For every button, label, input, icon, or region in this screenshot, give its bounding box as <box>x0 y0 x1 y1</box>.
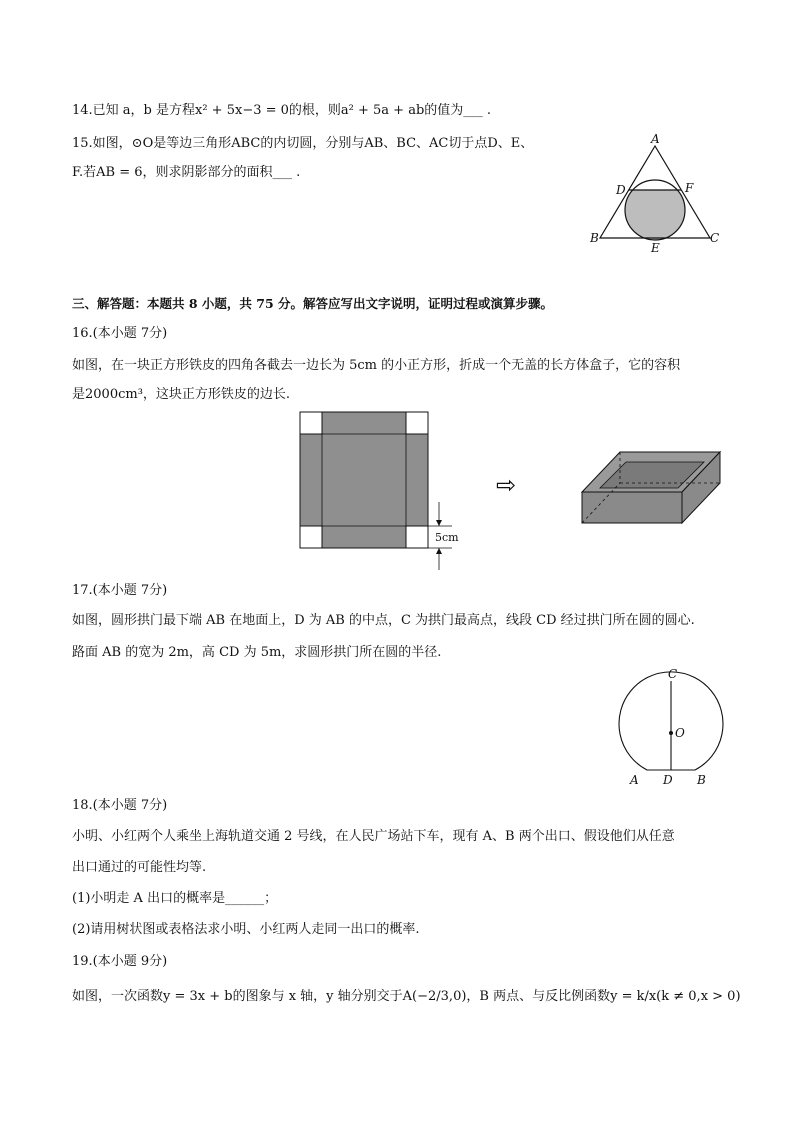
q15-label-a: A <box>651 132 660 146</box>
q16-box-front <box>582 492 682 523</box>
q18-line1: 小明、小红两个人乘坐上海轨道交通 2 号线，在人民广场站下车，现有 A、B 两个出口、假设他们从任意 <box>72 829 675 844</box>
q15-label-f: F <box>685 181 694 195</box>
q17-heading: 17.(本小题 7分) <box>72 583 168 598</box>
q17-label-b: B <box>697 773 706 787</box>
q17-label-o: O <box>675 726 685 740</box>
q16-corner-square <box>300 412 322 434</box>
q19-heading: 19.(本小题 9分) <box>72 954 168 969</box>
q15-label-d: D <box>616 183 626 197</box>
q19-line1: 如图，一次函数y = 3x + b的图象与 x 轴，y 轴分别交于A(−2/3,0)，B 两点、与反比例函数y = k/x(k ≠ 0,x > 0) <box>72 989 741 1004</box>
q18-part2: (2)请用树状图或表格法求小明、小红两人走同一出口的概率. <box>72 922 420 937</box>
q18-heading: 18.(本小题 7分) <box>72 798 168 813</box>
q15-label-c: C <box>710 231 720 245</box>
section3-title: 三、解答题：本题共 8 小题，共 75 分。解答应写出文字说明，证明过程或演算步骤。 <box>72 296 554 311</box>
q17-label-a: A <box>630 773 639 787</box>
q15-line1: 15.如图，⊙O是等边三角形ABC的内切圆，分别与AB、BC、AC切于点D、E、 <box>72 136 534 151</box>
q16-corner-square <box>300 526 322 548</box>
q16-line1: 如图，在一块正方形铁皮的四角各截去一边长为 5cm 的小正方形，折成一个无盖的长方体盒子，它的容积 <box>72 358 681 373</box>
q15-label-e: E <box>651 241 660 255</box>
q15-label-b: B <box>590 231 599 245</box>
q15-line2: F.若AB = 6，则求阴影部分的面积___ . <box>72 165 301 180</box>
q15-triangle-figure <box>586 128 726 256</box>
q16-corner-square <box>406 526 428 548</box>
q17-line2: 路面 AB 的宽为 2m，高 CD 为 5m，求圆形拱门所在圆的半径. <box>72 645 442 660</box>
q17-arch-figure <box>612 664 730 790</box>
q16-box-figure <box>578 450 724 526</box>
q18-line2: 出口通过的可能性均等. <box>72 860 207 875</box>
q17-center-point <box>669 731 673 735</box>
q16-heading: 16.(本小题 7分) <box>72 326 168 341</box>
q17-line1: 如图，圆形拱门最下端 AB 在地面上，D 为 AB 的中点，C 为拱门最高点，线段 CD 经过拱门所在圆的圆心. <box>72 613 695 628</box>
q14-text: 14.已知 a，b 是方程x² + 5x−3 = 0的根，则a² + 5a + ab的值为___ . <box>72 103 492 118</box>
q16-line2: 是2000cm³，这块正方形铁皮的边长. <box>72 387 291 402</box>
q16-dimension-label: 5cm <box>435 531 459 544</box>
q16-sheet-figure <box>296 410 466 572</box>
q16-corner-square <box>406 412 428 434</box>
transform-arrow-icon: ⇨ <box>496 471 517 499</box>
q18-part1: (1)小明走 A 出口的概率是______； <box>72 891 278 906</box>
q17-label-c: C <box>668 667 678 681</box>
q17-label-d: D <box>663 773 673 787</box>
